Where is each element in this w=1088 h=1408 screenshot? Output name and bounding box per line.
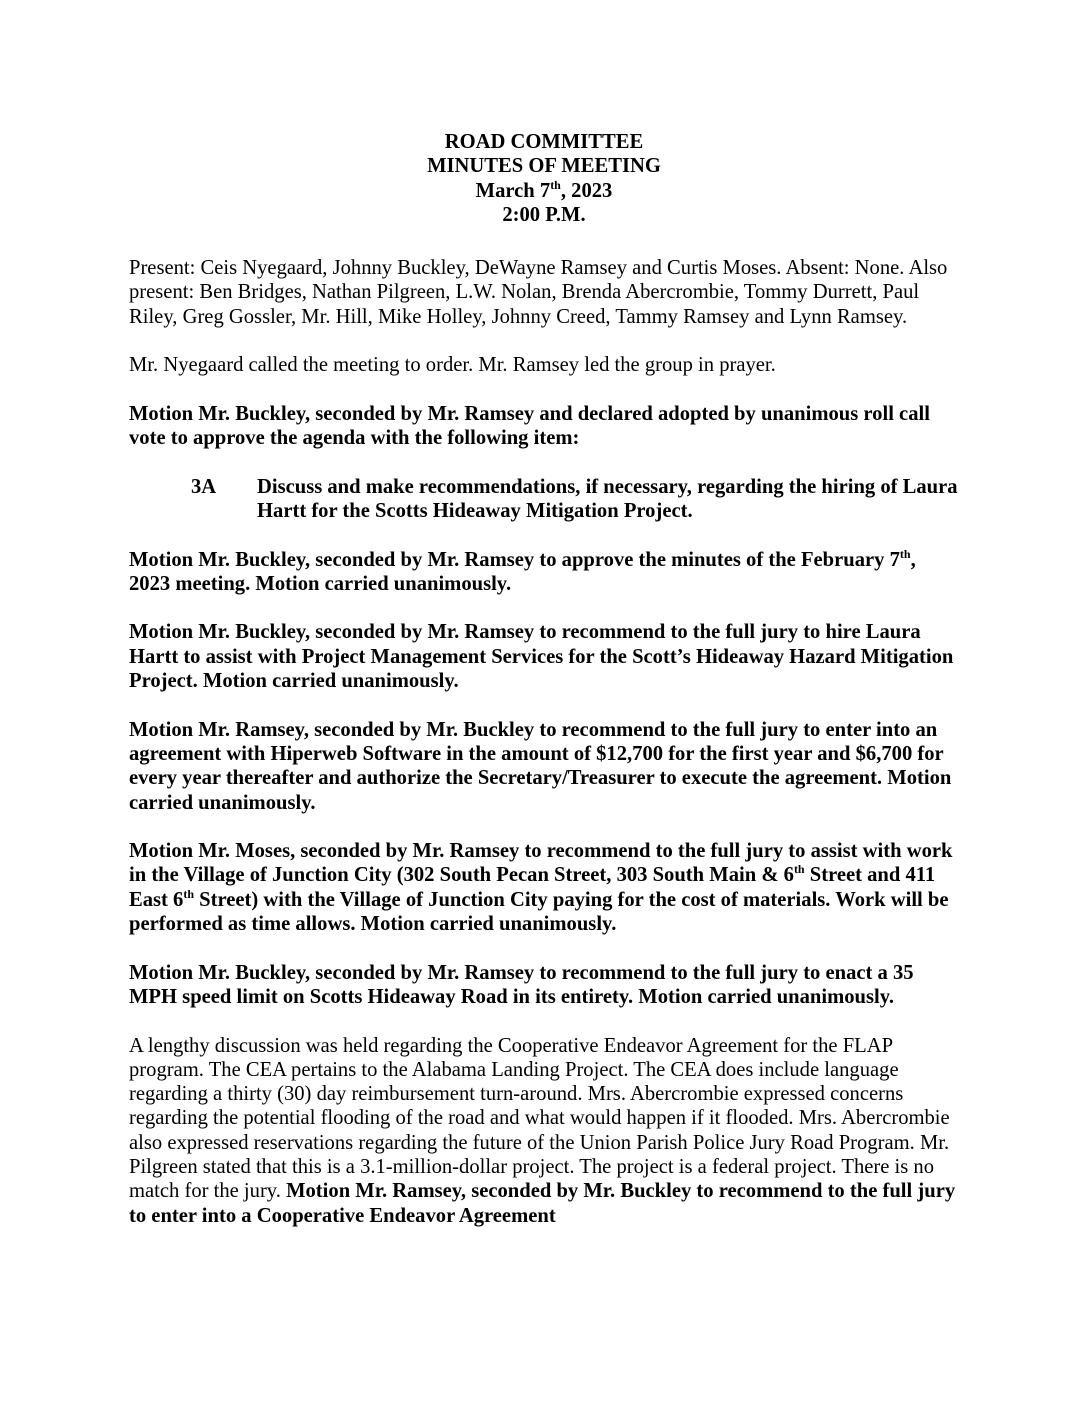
hartt-hiring-motion: Motion Mr. Buckley, seconded by Mr. Ramsey to recommend to the full jury to hire Laura Hartt to assist with Project Management Services for the Scott’s Hideaway Hazard Mitigation Project. Motion carried unanimously. <box>129 621 954 693</box>
meeting-date: March 7th, 2023 <box>475 177 613 202</box>
cea-discussion-paragraph: A lengthy discussion was held regarding the Cooperative Endeavor Agreement for the FLAP program. The CEA pertains to the Alabama Landing Project. The CEA does include language regarding a thirty (30) day reimbursement turn-around. Mrs. Abercrombie expressed concerns regarding the potential flooding of the road and what would happen if it flooded. Mrs. Abercrombie also expressed reservations regarding the future of the Union Parish Police Jury Road Program. Mr. Pilgreen stated that this is a 3.1-million-dollar project. The project is a federal project. There is no match for the jury. Motion Mr. Ramsey, seconded by Mr. Buckley to recommend to the full jury to enter into a Cooperative Endeavor Agreement <box>129 1034 956 1227</box>
attendance-paragraph: Present: Ceis Nyegaard, Johnny Buckley, DeWayne Ramsey and Curtis Moses. Absent: None. Also present: Ben Bridges, Nathan Pilgreen, L.W. Nolan, Brenda Abercrombie, Tommy Durrett, Paul Riley, Greg Gossler, Mr. Hill, Mike Holley, Johnny Creed, Tammy Ramsey and Lynn Ramsey. <box>129 257 948 328</box>
call-to-order-paragraph: Mr. Nyegaard called the meeting to order. Mr. Ramsey led the group in prayer. <box>129 354 776 377</box>
agenda-item-3a <box>129 475 959 524</box>
committee-title: ROAD COMMITTEE <box>444 131 644 153</box>
minutes-title: MINUTES OF MEETING <box>427 155 661 178</box>
document-header <box>0 130 1088 227</box>
minutes-approval-motion: Motion Mr. Buckley, seconded by Mr. Ramsey to approve the minutes of the February 7th, 2023 meeting. Motion carried unanimously. <box>129 546 916 595</box>
hiperweb-agreement-motion: Motion Mr. Ramsey, seconded by Mr. Buckley to recommend to the full jury to enter into an agreement with Hiperweb Software in the amount of $12,700 for the first year and $6,700 for every year thereafter and authorize the Secretary/Treasurer to execute the agreement. Motion carried unanimously. <box>129 718 952 814</box>
speed-limit-motion: Motion Mr. Buckley, seconded by Mr. Ramsey to recommend to the full jury to enact a 35 MPH speed limit on Scotts Hideaway Road in its entirety. Motion carried unanimously. <box>129 961 914 1008</box>
junction-city-motion: Motion Mr. Moses, seconded by Mr. Ramsey to recommend to the full jury to assist with work in the Village of Junction City (302 South Pecan Street, 303 South Main & 6th Street and 411 East 6th Street) with the Village of Junction City paying for the cost of materials. Work will be performed as time allows. Motion carried unanimously. <box>129 840 953 936</box>
minutes-body <box>129 256 959 1252</box>
agenda-item-text: Discuss and make recommendations, if necessary, regarding the hiring of Laura Hartt for the Scotts Hideaway Mitigation Project. <box>257 475 958 522</box>
agenda-item-number: 3A <box>191 475 217 498</box>
cea-motion: Motion Mr. Ramsey, seconded by Mr. Buckley to recommend to the full jury to enter into a Cooperative Endeavor Agreement <box>129 1180 956 1227</box>
agenda-motion: Motion Mr. Buckley, seconded by Mr. Ramsey and declared adopted by unanimous roll call vote to approve the agenda with the following item: <box>129 402 930 450</box>
meeting-time: 2:00 P.M. <box>502 203 586 226</box>
